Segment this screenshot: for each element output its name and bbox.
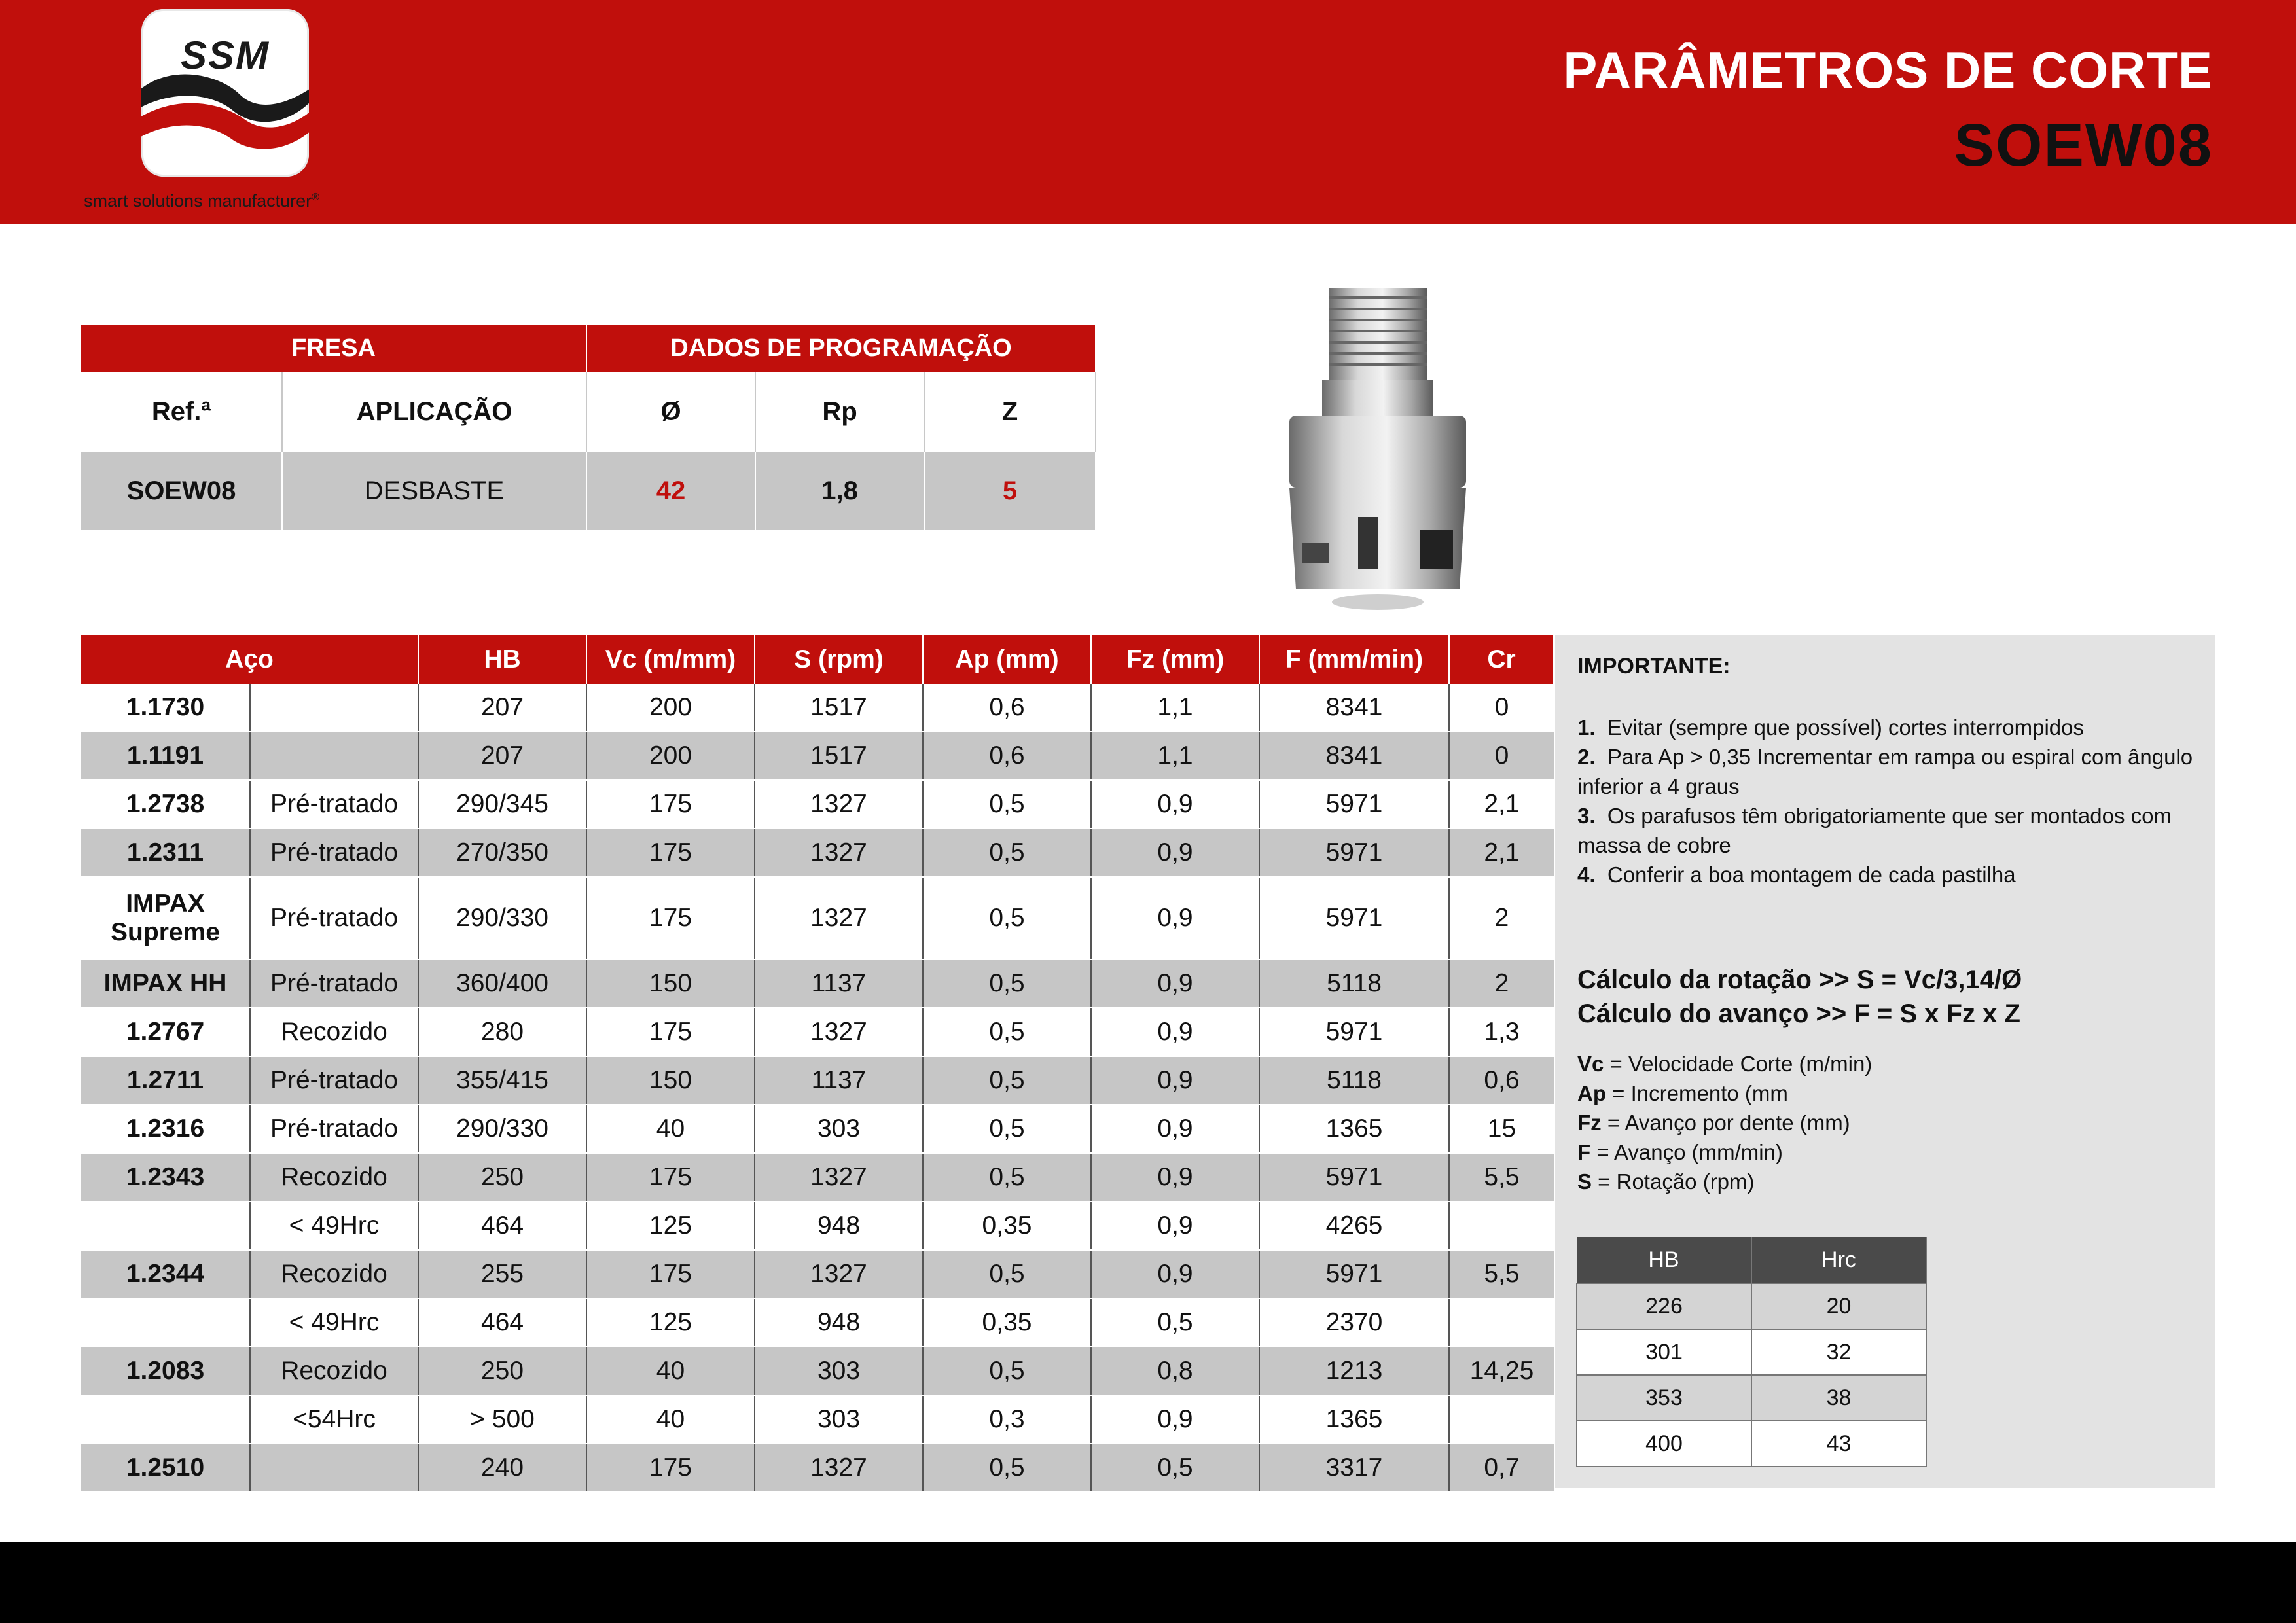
formula-feed: Cálculo do avanço >> F = S x Fz x Z <box>1577 999 2020 1028</box>
table-cell: 1517 <box>755 732 923 780</box>
table-cell: 0,9 <box>1091 1105 1259 1153</box>
legend-item: S = Rotação (rpm) <box>1577 1169 1755 1194</box>
table-row <box>81 1347 1554 1395</box>
table-cell: IMPAX HH <box>81 959 250 1008</box>
table-cell: > 500 <box>418 1395 586 1444</box>
col-header-cr: Cr <box>1449 635 1554 684</box>
table-cell: 1137 <box>755 959 923 1008</box>
table-cell: 1327 <box>755 877 923 959</box>
logo-swoosh-icon <box>141 48 309 177</box>
table-cell: 0,5 <box>923 877 1091 959</box>
table-row <box>81 829 1554 877</box>
table-cell: 0,35 <box>923 1202 1091 1250</box>
col-header-rp: Rp <box>755 372 924 452</box>
col-header-ref: Ref.ª <box>81 372 282 452</box>
table-cell: 303 <box>755 1105 923 1153</box>
table-cell: 1.2510 <box>81 1444 250 1492</box>
table-cell: 2 <box>1449 959 1554 1008</box>
table-cell: 207 <box>418 732 586 780</box>
table-cell: < 49Hrc <box>250 1202 418 1250</box>
table-cell: 1327 <box>755 829 923 877</box>
table-cell: 125 <box>586 1202 755 1250</box>
table-row <box>81 1056 1554 1105</box>
col-header-hb: HB <box>1577 1237 1751 1283</box>
legend-item: F = Avanço (mm/min) <box>1577 1140 1783 1164</box>
hardness-table <box>1576 1237 1927 1467</box>
table-cell: 1213 <box>1259 1347 1449 1395</box>
table-cell: 2370 <box>1259 1298 1449 1347</box>
col-header-aco: Aço <box>81 635 418 684</box>
table-cell: 1.2316 <box>81 1105 250 1153</box>
table-cell <box>250 684 418 732</box>
table-cell: 0,35 <box>923 1298 1091 1347</box>
table-cell: Pré-tratado <box>250 877 418 959</box>
tagline: smart solutions manufacturer® <box>84 191 319 211</box>
footer-bar <box>0 1542 2296 1623</box>
note-item: 4. Conferir a boa montagem de cada pastilha <box>1577 863 2016 887</box>
table-cell: 175 <box>586 1250 755 1298</box>
table-cell: 175 <box>586 780 755 829</box>
table-cell: 948 <box>755 1298 923 1347</box>
table-row <box>81 959 1554 1008</box>
table-cell: 1,1 <box>1091 684 1259 732</box>
important-notes <box>1577 713 2206 889</box>
table-cell: Recozido <box>250 1008 418 1056</box>
col-header-s: S (rpm) <box>755 635 923 684</box>
table-cell: 0,5 <box>923 1347 1091 1395</box>
table-row <box>81 684 1554 732</box>
col-header-ap: Ap (mm) <box>923 635 1091 684</box>
table-cell: 1327 <box>755 1153 923 1202</box>
table-cell: 5971 <box>1259 829 1449 877</box>
table-cell: 1.1730 <box>81 684 250 732</box>
table-cell <box>81 1202 250 1250</box>
group-header-fresa: FRESA <box>81 325 586 372</box>
table-cell: 5971 <box>1259 1250 1449 1298</box>
col-header-aplicacao: APLICAÇÃO <box>282 372 586 452</box>
table-cell: 270/350 <box>418 829 586 877</box>
table-cell: 1137 <box>755 1056 923 1105</box>
table-cell: 1327 <box>755 1250 923 1298</box>
table-cell: Pré-tratado <box>250 1056 418 1105</box>
table-cell: 0,9 <box>1091 1056 1259 1105</box>
table-cell: 1.1191 <box>81 732 250 780</box>
table-row <box>81 1202 1554 1250</box>
legend <box>1577 1049 1872 1196</box>
table-cell: 0,5 <box>1091 1444 1259 1492</box>
table-cell <box>1449 1298 1554 1347</box>
table-row <box>81 732 1554 780</box>
table-cell: 40 <box>586 1347 755 1395</box>
table-cell: 1.2738 <box>81 780 250 829</box>
table-cell: 303 <box>755 1347 923 1395</box>
note-item: 3. Os parafusos têm obrigatoriamente que ser montados com massa de cobre <box>1577 804 2172 857</box>
table-cell: 4265 <box>1259 1202 1449 1250</box>
table-cell <box>81 1395 250 1444</box>
table-cell: Recozido <box>250 1347 418 1395</box>
table-cell <box>81 1298 250 1347</box>
header-bar <box>0 0 2296 224</box>
tool-row <box>81 452 1096 530</box>
table-cell: 3317 <box>1259 1444 1449 1492</box>
table-cell: 0 <box>1449 684 1554 732</box>
table-cell: Pré-tratado <box>250 780 418 829</box>
table-cell: IMPAX Supreme <box>81 877 250 959</box>
group-header-programacao: DADOS DE PROGRAMAÇÃO <box>586 325 1096 372</box>
table-cell: 0,5 <box>923 1444 1091 1492</box>
tool-ref: SOEW08 <box>81 452 282 530</box>
table-cell: 0,9 <box>1091 780 1259 829</box>
tool-diameter: 42 <box>586 452 755 530</box>
table-cell: 0,7 <box>1449 1444 1554 1492</box>
table-cell: 0,5 <box>923 1153 1091 1202</box>
table-cell: 0,6 <box>1449 1056 1554 1105</box>
page-title: PARÂMETROS DE CORTE <box>1563 41 2213 99</box>
col-header-hrc: Hrc <box>1751 1237 1926 1283</box>
table-cell: 1.2311 <box>81 829 250 877</box>
table-cell: 1.2711 <box>81 1056 250 1105</box>
table-cell: 0,6 <box>923 684 1091 732</box>
table-cell: 5118 <box>1259 959 1449 1008</box>
table-cell: 2,1 <box>1449 829 1554 877</box>
table-row <box>81 1298 1554 1347</box>
table-cell: 1517 <box>755 684 923 732</box>
table-cell: 5,5 <box>1449 1250 1554 1298</box>
table-cell: 200 <box>586 684 755 732</box>
table-cell: Recozido <box>250 1250 418 1298</box>
table-cell: 1.2343 <box>81 1153 250 1202</box>
table-row: 400 43 <box>1577 1421 1926 1467</box>
table-cell: 5,5 <box>1449 1153 1554 1202</box>
table-cell: 303 <box>755 1395 923 1444</box>
note-item: 1. Evitar (sempre que possível) cortes interrompidos <box>1577 715 2084 740</box>
table-cell: 290/330 <box>418 1105 586 1153</box>
table-row <box>81 780 1554 829</box>
formula-rotation: Cálculo da rotação >> S = Vc/3,14/Ø <box>1577 965 2022 994</box>
table-cell <box>250 1444 418 1492</box>
table-cell: < 49Hrc <box>250 1298 418 1347</box>
table-cell: 2,1 <box>1449 780 1554 829</box>
table-cell: 250 <box>418 1153 586 1202</box>
table-cell: 0,9 <box>1091 877 1259 959</box>
table-cell: 200 <box>586 732 755 780</box>
important-title: IMPORTANTE: <box>1577 654 1731 679</box>
table-cell: 0,5 <box>923 1105 1091 1153</box>
table-row <box>81 1008 1554 1056</box>
note-item: 2. Para Ap > 0,35 Incrementar em rampa ou espiral com ângulo inferior a 4 graus <box>1577 745 2193 798</box>
tagline-trademark: ® <box>312 192 319 203</box>
table-cell: 1327 <box>755 1444 923 1492</box>
table-cell: Pré-tratado <box>250 1105 418 1153</box>
table-cell: 0,9 <box>1091 1202 1259 1250</box>
col-header-z: Z <box>924 372 1096 452</box>
table-cell: 948 <box>755 1202 923 1250</box>
table-row <box>81 1153 1554 1202</box>
table-cell: 0,5 <box>923 829 1091 877</box>
tool-z: 5 <box>924 452 1096 530</box>
table-cell: 0,9 <box>1091 1153 1259 1202</box>
table-cell: <54Hrc <box>250 1395 418 1444</box>
table-cell: 40 <box>586 1395 755 1444</box>
table-row <box>81 1444 1554 1492</box>
tool-application: DESBASTE <box>282 452 586 530</box>
table-row: 353 38 <box>1577 1375 1926 1421</box>
table-cell <box>250 732 418 780</box>
table-cell: 1.2344 <box>81 1250 250 1298</box>
table-cell: 1327 <box>755 1008 923 1056</box>
table-cell: 8341 <box>1259 684 1449 732</box>
table-cell: 175 <box>586 1153 755 1202</box>
legend-item: Vc = Velocidade Corte (m/min) <box>1577 1052 1873 1076</box>
formulas <box>1577 963 2022 1031</box>
table-cell: 0 <box>1449 732 1554 780</box>
table-cell: 1365 <box>1259 1395 1449 1444</box>
table-cell: 464 <box>418 1202 586 1250</box>
table-cell: 40 <box>586 1105 755 1153</box>
table-cell: 0,3 <box>923 1395 1091 1444</box>
table-cell: 240 <box>418 1444 586 1492</box>
page-subtitle: SOEW08 <box>1954 112 2213 179</box>
table-cell: 0,5 <box>923 780 1091 829</box>
col-header-vc: Vc (m/mm) <box>586 635 755 684</box>
table-cell: 175 <box>586 1444 755 1492</box>
table-cell: 2 <box>1449 877 1554 959</box>
col-header-hb: HB <box>418 635 586 684</box>
table-cell: 0,9 <box>1091 829 1259 877</box>
table-cell: 14,25 <box>1449 1347 1554 1395</box>
table-cell: 1,1 <box>1091 732 1259 780</box>
table-cell: Pré-tratado <box>250 829 418 877</box>
table-cell: 0,5 <box>1091 1298 1259 1347</box>
table-cell: 0,5 <box>923 1056 1091 1105</box>
table-cell: 125 <box>586 1298 755 1347</box>
table-cell <box>1449 1202 1554 1250</box>
table-row <box>81 877 1554 959</box>
table-cell: 0,9 <box>1091 1250 1259 1298</box>
legend-item: Fz = Avanço por dente (mm) <box>1577 1111 1850 1135</box>
table-cell: 5971 <box>1259 877 1449 959</box>
tool-table <box>81 325 1096 530</box>
milling-cutter-image <box>1263 281 1486 622</box>
table-cell: 1327 <box>755 780 923 829</box>
tool-rp: 1,8 <box>755 452 924 530</box>
col-header-diameter: Ø <box>586 372 755 452</box>
table-cell: 0,6 <box>923 732 1091 780</box>
table-cell: 5971 <box>1259 780 1449 829</box>
table-cell: 290/345 <box>418 780 586 829</box>
table-cell: 175 <box>586 877 755 959</box>
legend-item: Ap = Incremento (mm <box>1577 1081 1788 1105</box>
table-cell: 5971 <box>1259 1008 1449 1056</box>
table-cell <box>1449 1395 1554 1444</box>
table-cell: Recozido <box>250 1153 418 1202</box>
table-cell: 150 <box>586 1056 755 1105</box>
table-cell: 15 <box>1449 1105 1554 1153</box>
table-cell: 8341 <box>1259 732 1449 780</box>
table-cell: 1.2083 <box>81 1347 250 1395</box>
table-row: 301 32 <box>1577 1329 1926 1375</box>
table-cell: 0,5 <box>923 1250 1091 1298</box>
table-cell: 1,3 <box>1449 1008 1554 1056</box>
col-header-f: F (mm/min) <box>1259 635 1449 684</box>
table-cell: 0,5 <box>923 959 1091 1008</box>
table-cell: 464 <box>418 1298 586 1347</box>
table-cell: 5971 <box>1259 1153 1449 1202</box>
table-row <box>81 1395 1554 1444</box>
table-cell: Pré-tratado <box>250 959 418 1008</box>
table-row: 226 20 <box>1577 1283 1926 1329</box>
table-cell: 0,5 <box>923 1008 1091 1056</box>
logo-text: SSM <box>180 33 270 77</box>
col-header-fz: Fz (mm) <box>1091 635 1259 684</box>
table-cell: 1.2767 <box>81 1008 250 1056</box>
table-cell: 280 <box>418 1008 586 1056</box>
table-cell: 355/415 <box>418 1056 586 1105</box>
table-cell: 255 <box>418 1250 586 1298</box>
table-cell: 360/400 <box>418 959 586 1008</box>
table-cell: 175 <box>586 829 755 877</box>
table-row <box>81 1105 1554 1153</box>
table-cell: 0,8 <box>1091 1347 1259 1395</box>
table-cell: 0,9 <box>1091 1008 1259 1056</box>
cutting-parameters-table <box>81 635 1554 1493</box>
table-cell: 150 <box>586 959 755 1008</box>
table-cell: 0,9 <box>1091 959 1259 1008</box>
table-cell: 0,9 <box>1091 1395 1259 1444</box>
table-cell: 250 <box>418 1347 586 1395</box>
table-cell: 175 <box>586 1008 755 1056</box>
table-row <box>81 1250 1554 1298</box>
table-cell: 207 <box>418 684 586 732</box>
logo <box>141 9 309 177</box>
table-cell: 1365 <box>1259 1105 1449 1153</box>
table-cell: 290/330 <box>418 877 586 959</box>
table-cell: 5118 <box>1259 1056 1449 1105</box>
